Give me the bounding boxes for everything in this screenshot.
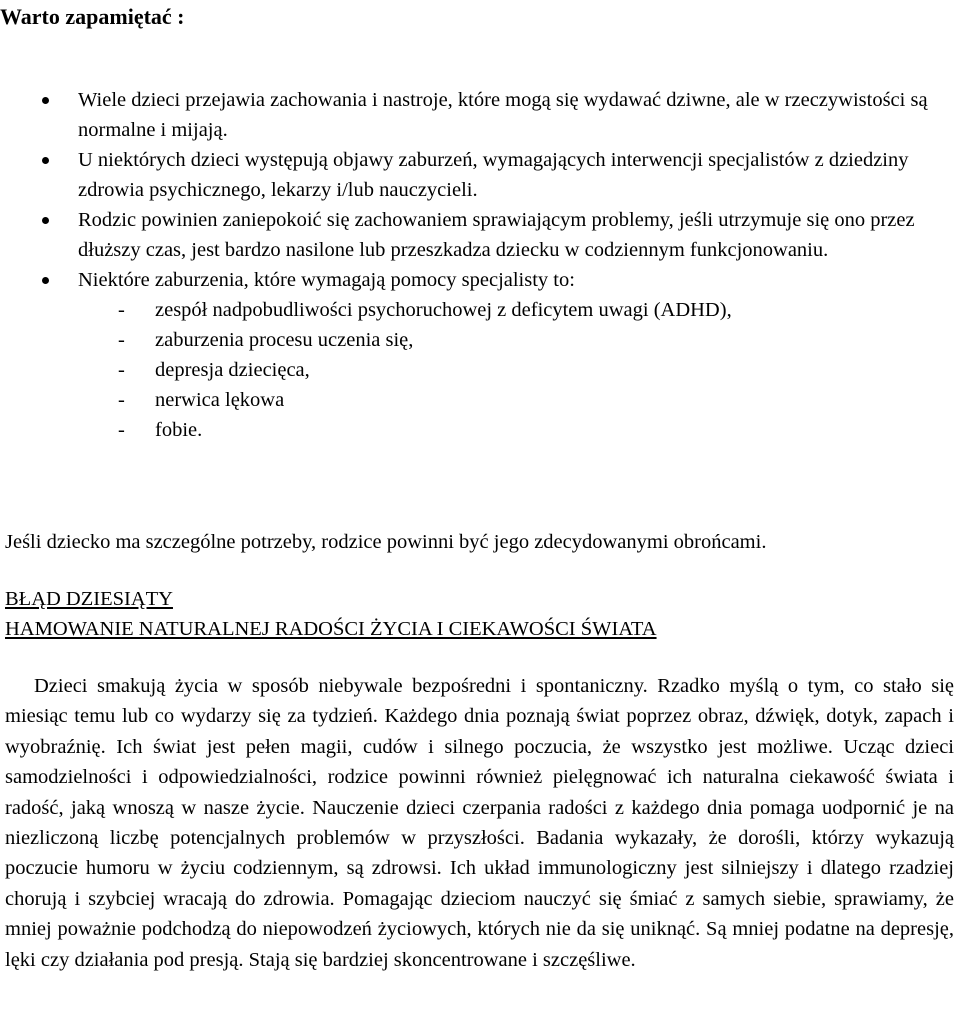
dash-marker: - (118, 329, 125, 351)
bullet-icon (42, 157, 49, 164)
bullet-icon (42, 217, 49, 224)
disorder-item (78, 325, 950, 355)
section-title: BŁĄD DZIESIĄTY (5, 588, 173, 610)
section-subtitle: HAMOWANIE NATURALNEJ RADOŚCI ŻYCIA I CIEKAWOŚCI ŚWIATA (5, 618, 657, 640)
bullet-text: Niektóre zaburzenia, które wymagają pomocy specjalisty to: (78, 269, 575, 291)
disorder-text: depresja dziecięca, (155, 359, 310, 381)
bullet-icon (42, 97, 49, 104)
bullet-text: Wiele dzieci przejawia zachowania i nastroje, które mogą się wydawać dziwne, ale w rzeczywistości są normalne i mijają. (78, 89, 928, 141)
disorder-item (78, 295, 950, 325)
bullet-list (0, 85, 950, 445)
bullet-item (0, 265, 950, 445)
dash-marker: - (118, 299, 125, 321)
disorder-item (78, 355, 950, 385)
bullet-icon (42, 277, 49, 284)
bullet-text: U niektórych dzieci występują objawy zaburzeń, wymagających interwencji specjalistów z dziedziny zdrowia psychicznego, lekarzy i/lub nauczycieli. (78, 149, 909, 201)
disorder-item (78, 415, 950, 445)
bullet-item (0, 145, 950, 205)
bullet-item (0, 205, 950, 265)
dash-marker: - (118, 389, 125, 411)
dash-marker: - (118, 419, 125, 441)
bullet-item (0, 85, 950, 145)
disorder-item (78, 385, 950, 415)
page-heading: Warto zapamiętać : (0, 4, 185, 29)
disorder-text: fobie. (155, 419, 203, 441)
dash-marker: - (118, 359, 125, 381)
closing-statement: Jeśli dziecko ma szczególne potrzeby, rodzice powinni być jego zdecydowanymi obrońcami. (5, 531, 767, 553)
disorder-list (78, 295, 950, 445)
disorder-text: zespół nadpobudliwości psychoruchowej z deficytem uwagi (ADHD), (155, 299, 732, 321)
disorder-text: zaburzenia procesu uczenia się, (155, 329, 414, 351)
disorder-text: nerwica lękowa (155, 389, 285, 411)
bullet-text: Rodzic powinien zaniepokoić się zachowaniem sprawiającym problemy, jeśli utrzymuje się ono przez dłuższy czas, jest bardzo nasilone lub przeszkadza dziecku w codziennym funkcjonowaniu. (78, 209, 915, 261)
section-paragraph: Dzieci smakują życia w sposób niebywale bezpośredni i spontaniczny. Rzadko myślą o tym, co stało się miesiąc temu lub co wydarzy się za tydzień. Każdego dnia poznają świat poprzez obraz, dźwięk, dotyk, zapach i wyobraźnię. Ich świat jest pełen magii, cudów i silnego poczucia, że wszystko jest możliwe. Ucząc dzieci samodzielności i odpowiedzialności, rodzice powinni również pielęgnować ich naturalna ciekawość świata i radość, jaką wnoszą w nasze życie. Nauczenie dzieci czerpania radości z każdego dnia pomaga uodpornić je na niezliczoną liczbę potencjalnych problemów w przyszłości. Badania wykazały, że dorośli, którzy wykazują poczucie humoru w życiu codziennym, są zdrowsi. Ich układ immunologiczny jest silniejszy i dlatego rzadziej chorują i szybciej wracają do zdrowia. Pomagając dzieciom nauczyć się śmiać z samych siebie, sprawiamy, że mniej poważnie podchodzą do niepowodzeń życiowych, których nie da się uniknąć. Są mniej podatne na depresję, lęki czy działania pod presją. Stają się bardziej skoncentrowane i szczęśliwe. (5, 675, 954, 971)
